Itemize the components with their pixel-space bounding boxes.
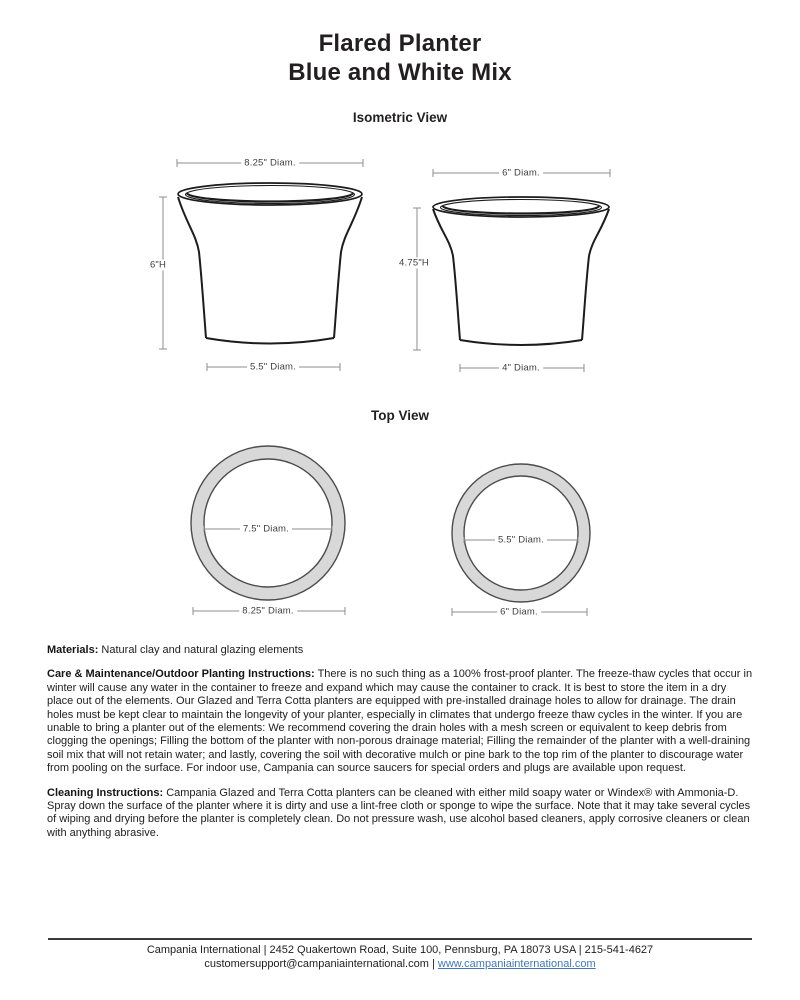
cleaning-label: Cleaning Instructions: — [47, 786, 164, 799]
iso-small-base-diameter-label: 4" Diam. — [499, 363, 543, 374]
iso-small-top-diameter-label: 6" Diam. — [499, 168, 543, 179]
top-large-inner-diameter-label: 7.5" Diam. — [240, 524, 292, 535]
care-text: There is no such thing as a 100% frost-proof planter. The freeze-thaw cycles that occur in winter will cause any water in the container to freeze and expand which may cause the container to crack. It is best to store the item in a dry place out of the elements. Our Glazed and Terra Cotta planters are equipped with pre-installed drainage holes to allow for drainage. The drain holes must be kept clear to maintain the longevity of your planter, especially in climates that undergo freeze thaw cycles in the winter. If you are unable to bring a planter out of the elements: We recommend covering the drain holes with a mesh screen or equivalent to keep debris from clogging the openings; Filling the bottom of the planter with non-porous drainage material; Filling the remainder of the planter with a well-draining soil mix that will not retain water; and lastly, covering the soil with decorative mulch or pine bark to the top rim of the planter to discourage water from pooling on the surface. For indoor use, Campania can source saucers for special orders and plugs are available upon request. — [47, 668, 753, 775]
top-small-inner-diameter-label: 5.5" Diam. — [495, 535, 547, 546]
page-title-line1: Flared Planter — [318, 30, 482, 57]
materials-label: Materials: — [47, 644, 99, 656]
care-label: Care & Maintenance/Outdoor Planting Instructions: — [47, 668, 315, 681]
materials-paragraph — [47, 644, 755, 657]
page-title — [0, 29, 800, 87]
iso-large-top-diameter-label: 8.25" Diam. — [241, 158, 299, 169]
footer-email: customersupport@campaniainternational.com — [204, 957, 429, 970]
footer-address-line: Campania International | 2452 Quakertown Road, Suite 100, Pennsburg, PA 18073 USA | 215-541-4627 — [146, 944, 654, 956]
cleaning-paragraph — [47, 787, 755, 841]
iso-small-height-label: 4.75"H — [396, 258, 432, 269]
footer-separator: | — [431, 957, 435, 970]
instructions-text-block — [47, 644, 755, 851]
materials-text: Natural clay and natural glazing elements — [101, 644, 304, 656]
top-view-heading: Top View — [370, 408, 429, 423]
iso-large-drawing — [140, 148, 385, 380]
iso-large-planter-outline — [178, 183, 362, 344]
iso-large-height-label: 6"H — [147, 260, 169, 271]
cleaning-text: Campania Glazed and Terra Cotta planters can be cleaned with either mild soapy water or Windex® with Ammonia-D. Spray down the surface of the planter where it is dirty and use a lint-free cloth or sponge to wipe the surface. Note that it may take several cycles of wiping and drying before the planter is completely clean. Do not pressure wash, use alcohol based cleaners, apply corrosive cleaners or clean with anything abrasive. — [47, 786, 751, 839]
footer-contact-line — [48, 958, 752, 972]
top-small-outer-diameter-label: 6" Diam. — [497, 607, 541, 618]
footer — [48, 938, 752, 971]
isometric-view-heading: Isometric View — [352, 110, 448, 125]
top-large-outer-diameter-label: 8.25" Diam. — [239, 606, 297, 617]
iso-small-planter-outline — [433, 197, 609, 345]
top-small-rim-rings — [452, 464, 590, 602]
care-paragraph — [47, 668, 755, 775]
iso-large-base-diameter-label: 5.5" Diam. — [247, 362, 299, 373]
iso-small-drawing — [395, 158, 635, 380]
page-title-line2: Blue and White Mix — [288, 59, 512, 86]
footer-website-link[interactable]: www.campaniainternational.com — [437, 957, 596, 970]
